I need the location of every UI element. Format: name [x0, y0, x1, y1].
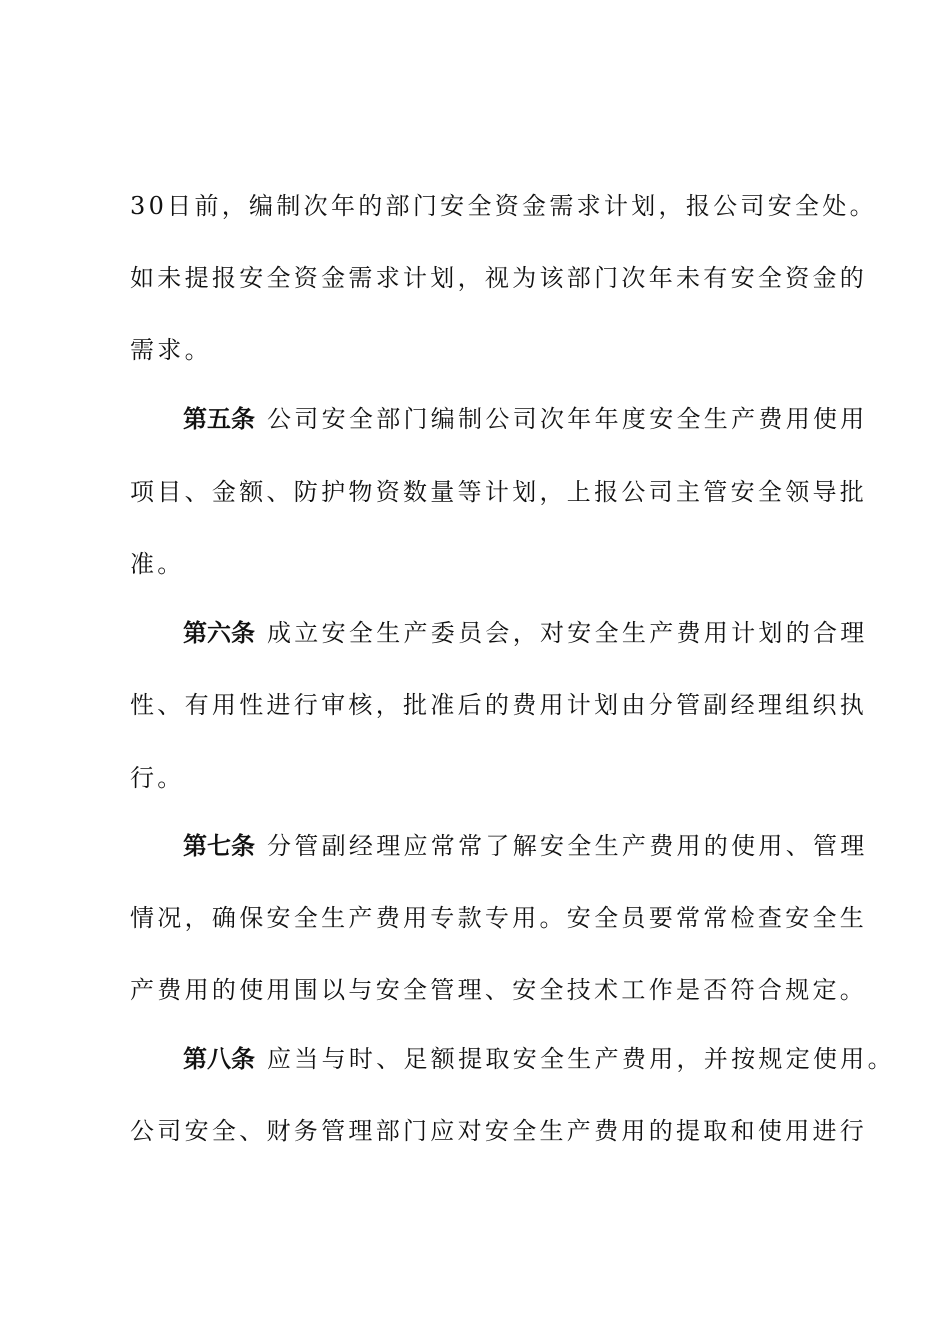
- body-text: 产费用的使用围以与安全管理、安全技术工作是否符合规定。: [130, 976, 868, 1004]
- body-text: 应当与时、足额提取安全生产费用，并按规定使用。: [267, 1045, 895, 1073]
- article-6-line-3: [130, 762, 850, 794]
- article-7-line-3: [130, 974, 868, 1006]
- article-heading: 第五条: [183, 405, 255, 433]
- body-text: 分管副经理应常常了解安全生产费用的使用、管理: [267, 832, 868, 860]
- body-text: 情况，确保安全生产费用专款专用。安全员要常常检查安全生: [130, 904, 868, 932]
- article-7-line-2: [130, 902, 868, 934]
- body-text: 行。: [130, 764, 185, 792]
- article-8-line-2: [130, 1115, 868, 1147]
- article-heading: 第六条: [183, 619, 255, 647]
- body-text: 公司安全、财务管理部门应对安全生产费用的提取和使用进行: [130, 1117, 868, 1145]
- body-text: 准。: [130, 550, 185, 578]
- body-text: 需求。: [130, 336, 212, 364]
- article-6-line-2: [130, 689, 868, 721]
- paragraph-1-line-1: [130, 190, 877, 222]
- paragraph-1-line-3: [130, 334, 850, 366]
- body-text: 性、有用性进行审核，批准后的费用计划由分管副经理组织执: [130, 691, 868, 719]
- body-text: 公司安全部门编制公司次年年度安全生产费用使用: [267, 405, 868, 433]
- article-8-line-1: [183, 1043, 895, 1075]
- body-text: 项目、金额、防护物资数量等计划，上报公司主管安全领导批: [130, 478, 868, 506]
- article-heading: 第八条: [183, 1045, 255, 1073]
- paragraph-1-line-2: [130, 262, 868, 294]
- body-text: 30日前，编制次年的部门安全资金需求计划，报公司安全处。: [130, 192, 877, 220]
- body-text: 成立安全生产委员会，对安全生产费用计划的合理: [267, 619, 868, 647]
- article-5-line-3: [130, 548, 850, 580]
- article-5-line-2: [130, 476, 868, 508]
- body-text: 如未提报安全资金需求计划，视为该部门次年未有安全资金的: [130, 264, 868, 292]
- article-7-line-1: [183, 830, 868, 862]
- article-heading: 第七条: [183, 832, 255, 860]
- article-5-line-1: [183, 403, 868, 435]
- article-6-line-1: [183, 617, 868, 649]
